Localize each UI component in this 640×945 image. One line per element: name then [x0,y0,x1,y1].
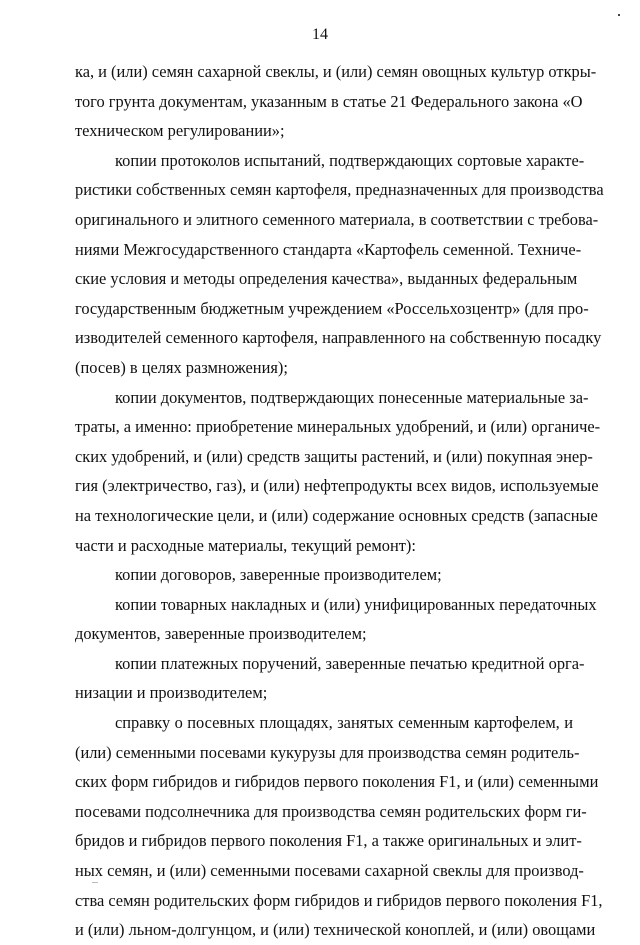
text-line: копии протоколов испытаний, подтверждающих сортовые характе- [115,150,585,170]
text-line: бридов и гибридов первого поколения F1, а также оригинальных и элит- [75,831,582,851]
scan-dot [618,14,620,16]
text-line: гия (электричество, газ), и (или) нефтепродукты всех видов, используемые [75,476,599,496]
text-line: части и расходные материалы, текущий ремонт): [75,535,416,555]
text-line: ских удобрений, и (или) средств защиты растений, и (или) покупная энер- [75,446,593,466]
paragraph-payment-orders [75,649,585,708]
text-line: копии платежных поручений, заверенные печатью кредитной орга- [115,653,585,673]
text-line: того грунта документам, указанным в статье 21 Федерального закона «О [75,91,583,111]
text-line: оригинального и элитного семенного материала, в соответствии с требова- [75,209,599,229]
paragraph-material-costs [75,383,601,561]
text-line: копии товарных накладных и (или) унифицированных передаточных [115,594,597,614]
scan-mark [92,882,98,883]
text-line: государственным бюджетным учреждением «Россельхозцентр» (для про- [75,298,589,318]
text-line: (или) семенными посевами кукурузы для производства семян родитель- [75,742,580,762]
text-line: ка, и (или) семян сахарной свеклы, и (или) семян овощных культур откры- [75,62,597,81]
paragraph-test-protocols [75,146,604,383]
text-line: ские условия и методы определения качества», выданных федеральным [75,269,578,289]
text-line: справку о посевных площадях, занятых семенным картофелем, и [115,713,573,733]
text-line: ристики собственных семян картофеля, предназначенных для производства [75,180,604,200]
text-line: ства семян родительских форм гибридов и гибридов первого поколения F1, [75,890,603,910]
paragraph-continuation [75,57,597,146]
text-line: низации и производителем; [75,683,268,703]
paragraph-invoices [75,590,597,649]
page-number: 14 [312,26,328,43]
text-line: ниями Межгосударственного стандарта «Картофель семенной. Техниче- [75,239,582,259]
text-line: посевами подсолнечника для производства семян родительских форм ги- [75,801,587,821]
text-line: (посев) в целях размножения); [75,357,288,377]
text-line: копии договоров, заверенные производителем; [115,565,442,585]
text-line: на технологические цели, и (или) содержание основных средств (запасные [75,505,598,525]
text-line: траты, а именно: приобретение минеральных удобрений, и (или) органиче- [75,417,601,437]
document-body [75,57,604,945]
text-line: ских форм гибридов и гибридов первого поколения F1, и (или) семенными [75,772,599,792]
paragraph-sown-areas [75,708,603,945]
text-line: копии документов, подтверждающих понесенные материальные за- [115,387,589,407]
text-line: документов, заверенные производителем; [75,624,367,644]
text-line: техническом регулировании»; [75,121,285,141]
text-line: и (или) льном-долгунцом, и (или) технической коноплей, и (или) овощами [75,920,596,940]
text-line: ных семян, и (или) семенными посевами сахарной свеклы для производ- [75,861,584,881]
text-line: изводителей семенного картофеля, направленного на собственную посадку [75,328,602,348]
paragraph-contracts [75,560,573,590]
